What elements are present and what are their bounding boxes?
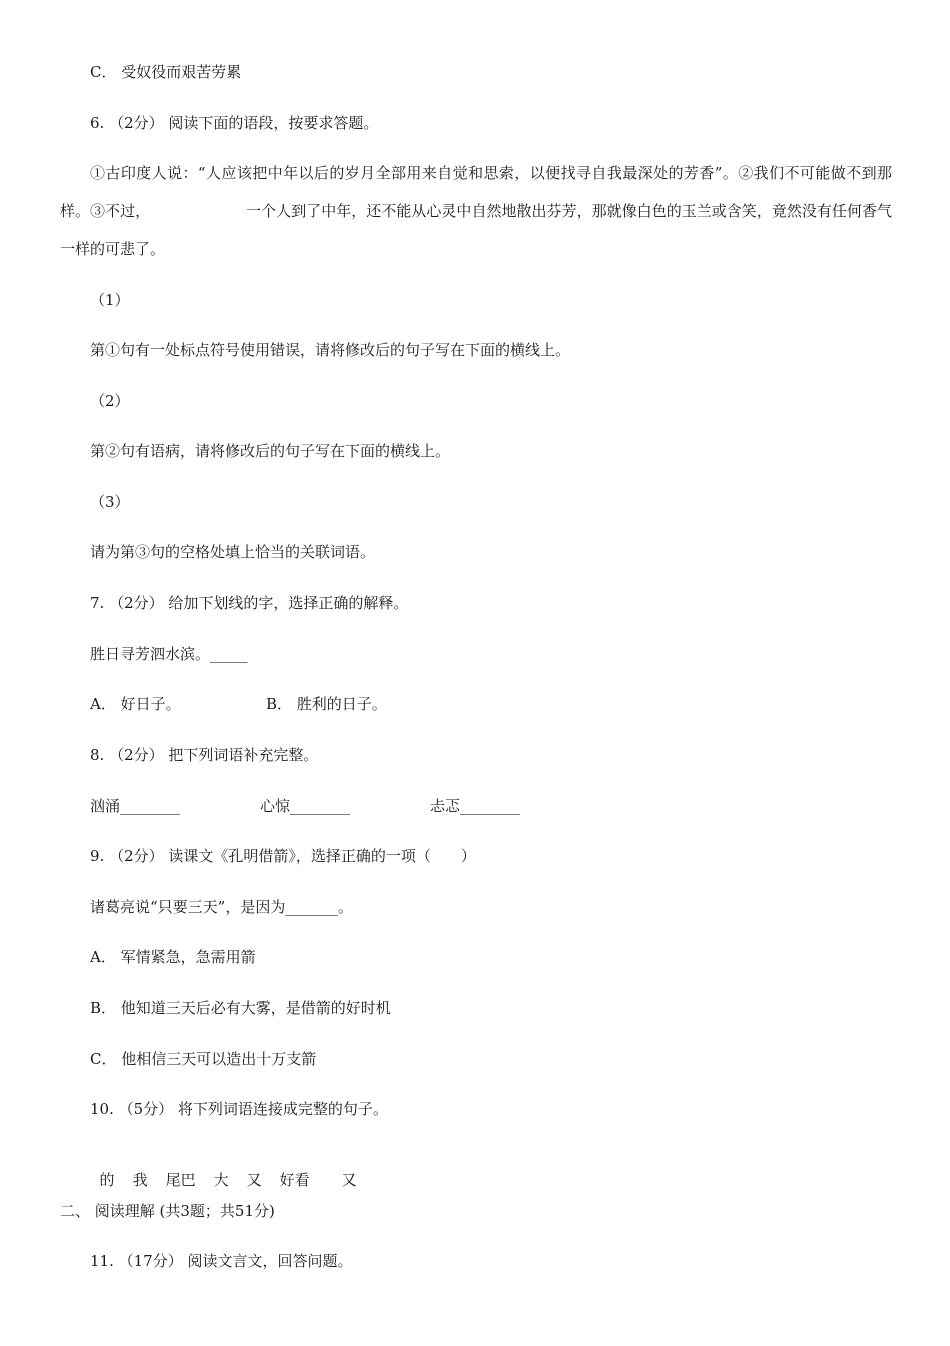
q10-word: 又 <box>341 1171 357 1189</box>
q6-sub1-label: （1） <box>90 291 130 309</box>
q5-option-c: C． 受奴役而艰苦劳累 <box>90 63 242 81</box>
q6-passage <box>60 154 892 268</box>
q8-header: 8. （2分） 把下列词语补充完整。 <box>90 746 319 764</box>
q7-header: 7. （2分） 给加下划线的字，选择正确的解释。 <box>90 594 409 612</box>
q9-option-a: A． 军情紧急，急需用箭 <box>90 948 256 966</box>
q10-words <box>90 1150 375 1190</box>
q6-passage-part1: ①古印度人说：“人应该把中年以后的岁月全部用来自觉和思索，以便找寻自我最深处的芳香”。②我们不可能做不到那样。③不过， <box>60 164 892 220</box>
q8-item-2: 心惊________ <box>260 797 351 815</box>
q6-sub3-label: （3） <box>90 493 130 511</box>
q7-sentence: 胜日寻芳泗水滨。_____ <box>90 645 248 663</box>
q8-item-1: 汹涌________ <box>90 797 181 815</box>
q7-option-a: A． 好日子。 <box>90 695 181 713</box>
q6-passage-part2: 一个人到了中年，还不能从心灵中自然地散出芬芳，那就像白色的玉兰或含笑，竟然没有任何香气一样的可悲了。 <box>60 202 892 258</box>
q10-word: 好看 <box>279 1171 310 1189</box>
section-2-title: 二、 阅读理解 (共3题；共51分) <box>60 1202 275 1220</box>
q6-sub1-text: 第①句有一处标点符号使用错误，请将修改后的句子写在下面的横线上。 <box>90 341 571 359</box>
q10-word: 我 <box>132 1171 148 1189</box>
q9-stem: 诸葛亮说“只要三天”，是因为_______。 <box>90 898 353 916</box>
q11-header: 11. （17分） 阅读文言文，回答问题。 <box>90 1252 353 1270</box>
q10-word: 又 <box>246 1171 262 1189</box>
q9-header: 9. （2分） 读课文《孔明借箭》，选择正确的一项（ ） <box>90 847 476 865</box>
q10-word: 尾巴 <box>165 1171 196 1189</box>
q7-option-b: B． 胜利的日子。 <box>266 695 387 713</box>
q9-option-c: C． 他相信三天可以造出十万支箭 <box>90 1050 317 1068</box>
q6-sub2-label: （2） <box>90 392 130 410</box>
q6-header: 6. （2分） 阅读下面的语段，按要求答题。 <box>90 114 379 132</box>
q6-sub3-text: 请为第③句的空格处填上恰当的关联词语。 <box>90 543 376 561</box>
q6-sub2-text: 第②句有语病，请将修改后的句子写在下面的横线上。 <box>90 442 451 460</box>
q9-option-b: B． 他知道三天后必有大雾，是借箭的好时机 <box>90 999 391 1017</box>
q10-header: 10. （5分） 将下列词语连接成完整的句子。 <box>90 1100 388 1118</box>
q8-item-3: 忐忑________ <box>430 797 521 815</box>
q10-word: 的 <box>99 1171 115 1189</box>
q10-word: 大 <box>213 1171 229 1189</box>
